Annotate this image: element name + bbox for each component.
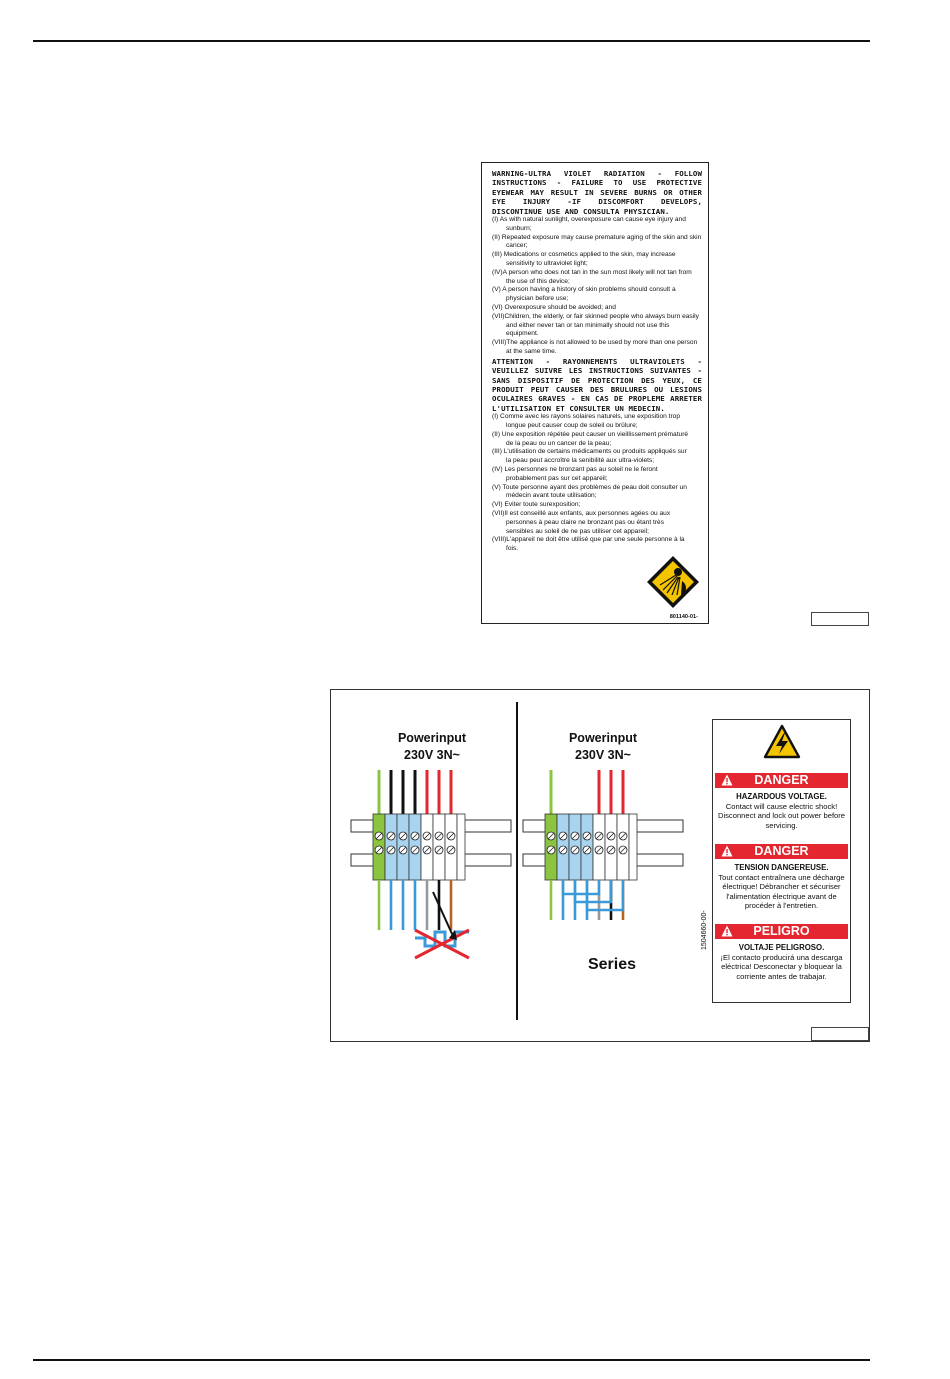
right-terminal-block bbox=[521, 770, 685, 960]
left-power-input-label bbox=[362, 730, 502, 764]
uv-item-en: (V) A person having a history of skin problems should consult a physician before use; bbox=[492, 286, 676, 303]
right-power-title: Powerinput bbox=[568, 731, 638, 745]
danger-band-spanish bbox=[715, 924, 848, 939]
uv-list-french bbox=[492, 413, 702, 554]
uv-item-fr: (VIII)L'appareil ne doit être utilisé que par une seule personne à la fois. bbox=[492, 536, 685, 553]
series-jumper bbox=[563, 880, 599, 894]
uv-item-fr: (VI) Eviter toute surexposition; bbox=[492, 501, 581, 509]
left-terminal-block bbox=[349, 770, 513, 960]
uv-item-en: (II) Repeated exposure may cause premature aging of the skin and skin cancer; bbox=[492, 233, 702, 250]
uv-item-en: (VI) Overexposure should be avoided; and bbox=[492, 304, 616, 311]
danger-text-english bbox=[716, 792, 847, 830]
end-cap bbox=[629, 814, 637, 880]
uv-item-fr: (III) L'utilisation de certains médicaments ou produits appliqués sur la peau peut accroître la senibilité aux ultra-violets; bbox=[492, 448, 687, 465]
right-power-voltage: 230V 3N~ bbox=[575, 748, 631, 762]
danger-band-english bbox=[715, 773, 848, 788]
footer-rule bbox=[33, 1359, 870, 1361]
diagram-divider bbox=[516, 702, 518, 1020]
uv-list-english bbox=[492, 216, 702, 357]
danger-title-spanish: VOLTAJE PELIGROSO. bbox=[738, 943, 825, 952]
series-jumper bbox=[575, 880, 611, 902]
danger-title-english: HAZARDOUS VOLTAGE. bbox=[736, 792, 827, 801]
uv-radiation-warning-icon bbox=[646, 555, 700, 609]
right-power-input-label bbox=[533, 730, 673, 764]
danger-body-spanish: ¡El contacto producirá una descarga eléctrica! Desconectar y bloquear la corriente antes de trabajar. bbox=[720, 952, 843, 981]
uv-item-en: (III) Medications or cosmetics applied to the skin, may increase sensitivity to ultraviolet light; bbox=[492, 251, 676, 268]
uv-item-fr: (IV) Les personnes ne bronzant pas au soleil ne le feront probablement pas sur cet appareil; bbox=[492, 466, 658, 482]
uv-warning-label bbox=[481, 162, 709, 624]
uv-item-en: (VII)Children, the elderly, or fair skinned people who always burn easily and either never tan or tan minimally should not use this equipment. bbox=[492, 312, 699, 338]
uv-heading-french: ATTENTION - RAYONNEMENTS ULTRAVIOLETS - VEUILLEZ SUIVRE LES INSTRUCTIONS SUIVANTES - SANS DISPOSITIF DE PROTECTION DES YEUX, CE PRODUIT PEUT CAUSER DES BRULURES OU LESIONS OCULAIRES GRAVES - EN CAS DE PROPLEME ARRETER L'UTILISATION ET CONSULTER UN MEDECIN. bbox=[492, 356, 702, 413]
figure-tag bbox=[811, 612, 869, 626]
left-power-voltage: 230V 3N~ bbox=[404, 748, 460, 762]
uv-item-en: (I) As with natural sunlight, overexposure can cause eye injury and sunburn; bbox=[492, 216, 686, 232]
danger-label bbox=[712, 719, 851, 1003]
danger-band-french bbox=[715, 844, 848, 859]
uv-label-part-code: 801140-01- bbox=[669, 614, 698, 620]
electrical-hazard-icon bbox=[763, 724, 801, 760]
danger-text-spanish bbox=[716, 943, 847, 981]
uv-item-fr: (V) Toute personne ayant des problèmes de peau doit consulter un médecin avant toute utilisation; bbox=[492, 483, 687, 500]
left-power-title: Powerinput bbox=[397, 731, 467, 745]
series-caption: Series bbox=[587, 956, 637, 973]
header-rule bbox=[33, 40, 870, 42]
danger-text-french bbox=[716, 863, 847, 911]
wiring-part-number: 1504660-00- bbox=[701, 910, 708, 950]
uv-heading-english: WARNING-ULTRA VIOLET RADIATION - FOLLOW INSTRUCTIONS - FAILURE TO USE PROTECTIVE EYEWEAR MAY RESULT IN SEVERE BURNS OR OTHER EYE INJURY -IF DISCOMFORT DEVELOPS, DISCONTINUE USE AND CONSULTA PHYSICIAN. bbox=[492, 169, 702, 216]
uv-item-fr: (I) Comme avec les rayons solaires naturels, une exposition trop longue peut causer coup de soleil ou brûlure; bbox=[492, 413, 681, 430]
uv-item-en: (IV)A person who does not tan in the sun most likely will not tan from the use of this device; bbox=[492, 268, 692, 285]
uv-item-fr: (VII)Il est conseillé aux enfants, aux personnes agées ou aux personnes à peau claire ne bronzant pas ou étant très sensibles au soleil de ne pas utiliser cet appareil; bbox=[492, 509, 671, 535]
figure-tag bbox=[811, 1027, 869, 1041]
end-cap bbox=[457, 814, 465, 880]
danger-band-text: DANGER bbox=[754, 844, 809, 858]
danger-body-english: Contact will cause electric shock! Disconnect and lock out power before servicing. bbox=[717, 801, 846, 830]
danger-body-french: Tout contact entraînera une décharge électrique! Débrancher et sécuriser l'alimentation électrique avant de procéder à l'entretien. bbox=[718, 872, 845, 911]
uv-item-fr: (II) Une exposition répétée peut causer un vieillissement prématuré de la peau ou un cancer de la peau; bbox=[492, 430, 689, 447]
wiring-diagram-figure bbox=[330, 689, 870, 1042]
danger-title-french: TENSION DANGEREUSE. bbox=[734, 863, 829, 872]
danger-band-text: PELIGRO bbox=[753, 924, 810, 938]
uv-item-en: (VIII)The appliance is not allowed to be used by more than one person at the same time. bbox=[492, 339, 698, 355]
danger-band-text: DANGER bbox=[754, 773, 809, 787]
